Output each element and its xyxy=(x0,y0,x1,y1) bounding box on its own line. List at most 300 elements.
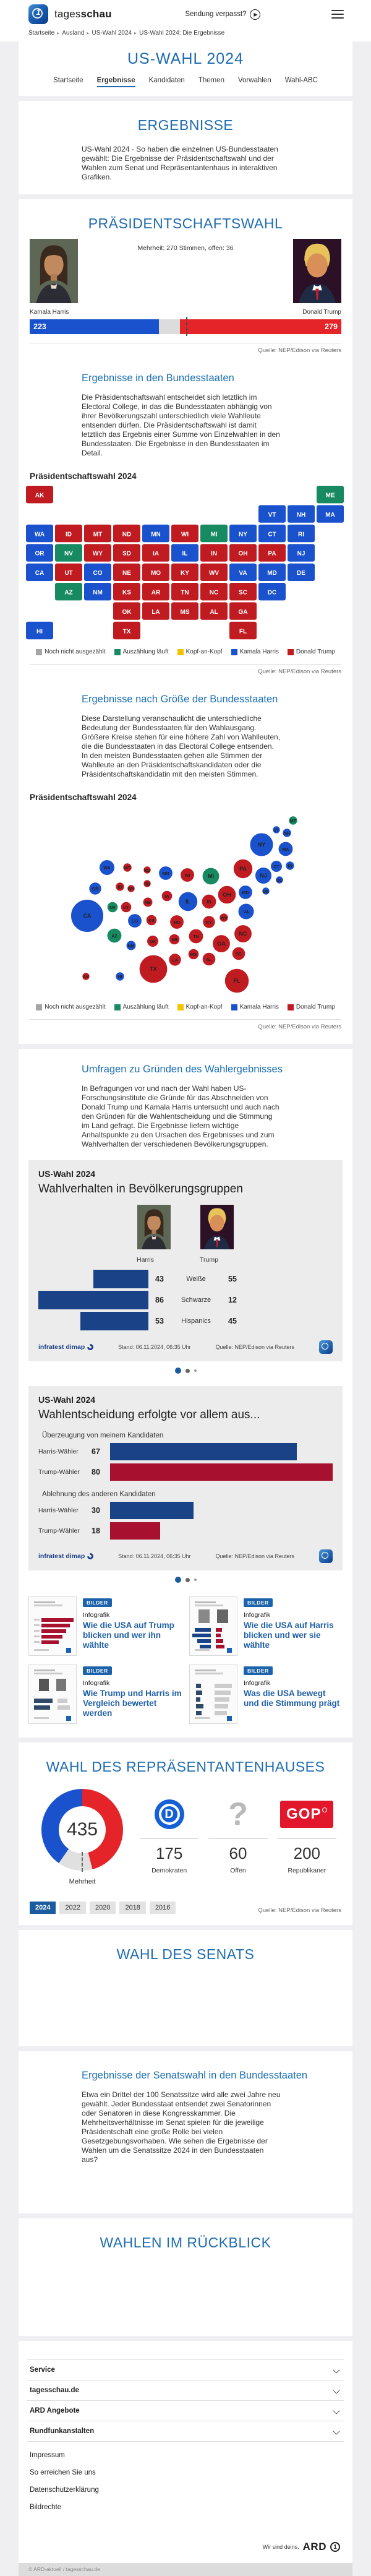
bubble-legend xyxy=(19,1004,352,1010)
legend-item xyxy=(231,1004,279,1010)
state-MT[interactable] xyxy=(84,525,111,542)
teaser-card[interactable] xyxy=(28,1596,182,1656)
ard-one-icon: 1 xyxy=(330,2542,340,2552)
svg-text:WV: WV xyxy=(220,916,228,921)
state-bubble-MN[interactable] xyxy=(159,866,173,881)
harris-name: Kamala Harris xyxy=(30,309,69,316)
state-bubble-NY[interactable] xyxy=(250,833,273,856)
svg-text:NE: NE xyxy=(122,570,131,577)
teaser-body xyxy=(83,1665,182,1724)
source-note: Quelle: NEP/Edison via Reuters xyxy=(215,1344,295,1350)
state-MI[interactable] xyxy=(200,525,228,542)
chevron-down-icon xyxy=(333,2387,339,2393)
svg-text:ME: ME xyxy=(289,819,297,824)
teaser-thumbnail xyxy=(28,1665,77,1724)
tab-vorwahlen[interactable]: Vorwahlen xyxy=(238,77,271,84)
source-note: Quelle: NEP/Edison via Reuters xyxy=(30,664,341,678)
state-MN[interactable] xyxy=(142,525,169,542)
accordion-label: Service xyxy=(30,2366,55,2374)
state-bubble-NH[interactable] xyxy=(283,829,291,837)
row-label: Harris-Wähler xyxy=(38,1448,79,1455)
state-NC[interactable] xyxy=(200,583,228,600)
state-HI[interactable] xyxy=(26,622,53,639)
svg-text:CO: CO xyxy=(131,920,139,924)
kamala-harris-photo xyxy=(137,1205,171,1252)
svg-text:MD: MD xyxy=(242,891,249,895)
teaser-badge: BILDER xyxy=(83,1666,112,1675)
demo-row-weiße xyxy=(38,1270,333,1288)
legend-swatch xyxy=(288,1004,294,1010)
state-bubble-AL[interactable] xyxy=(202,952,216,966)
svg-text:ND: ND xyxy=(143,869,151,873)
teaser-body xyxy=(244,1596,343,1656)
teaser-title[interactable]: Wie die USA auf Harris blicken und wer sie wählte xyxy=(244,1621,334,1650)
state-KY[interactable] xyxy=(171,564,198,581)
state-bubble-ND[interactable] xyxy=(143,866,151,874)
state-FL[interactable] xyxy=(229,622,257,639)
legend-item xyxy=(288,648,335,655)
harris-column xyxy=(30,238,78,316)
republicans-stat xyxy=(273,1795,341,1874)
legend-swatch xyxy=(114,1004,121,1010)
breadcrumb-item[interactable]: US-Wahl 2024 xyxy=(92,30,132,37)
state-WA[interactable] xyxy=(26,525,53,542)
bar-segment-dem: 223 xyxy=(30,319,159,334)
teaser-title[interactable]: Wie die USA auf Trump blicken und wer ihn wählte xyxy=(83,1621,174,1650)
state-IN[interactable] xyxy=(200,544,228,561)
state-bubble-WV[interactable] xyxy=(220,913,228,922)
state-bubble-NM[interactable] xyxy=(126,941,136,950)
chart-kicker: US-Wahl 2024 xyxy=(38,1169,96,1179)
svg-text:AR: AR xyxy=(171,938,178,942)
source-note: Quelle: NEP/Edison via Reuters xyxy=(30,1019,341,1033)
state-NV[interactable] xyxy=(55,544,82,561)
svg-text:NH: NH xyxy=(296,511,306,519)
state-bubble-IN[interactable] xyxy=(202,894,216,909)
state-NH[interactable] xyxy=(288,505,315,522)
state-bubble-FL[interactable] xyxy=(224,968,249,993)
state-bubble-SD[interactable] xyxy=(143,880,151,887)
democrats-label: Demokraten xyxy=(151,1867,187,1874)
row-bar xyxy=(110,1463,333,1481)
state-CO[interactable] xyxy=(84,564,111,581)
play-icon[interactable]: ▶ xyxy=(250,9,260,20)
state-ID[interactable] xyxy=(55,525,82,542)
svg-text:AZ: AZ xyxy=(64,589,73,597)
state-bubble-VT[interactable] xyxy=(273,826,280,834)
row-label: Harris-Wähler xyxy=(38,1507,79,1514)
svg-text:WY: WY xyxy=(92,550,103,558)
state-bubble-IA[interactable] xyxy=(161,890,173,902)
state-DE[interactable] xyxy=(288,564,315,581)
svg-text:RI: RI xyxy=(288,864,292,869)
svg-text:NC: NC xyxy=(239,931,247,937)
results-title: ERGEBNISSE xyxy=(137,117,234,133)
breadcrumb-item[interactable]: Startseite xyxy=(28,30,55,37)
teaser-thumbnail xyxy=(189,1596,237,1656)
svg-text:MO: MO xyxy=(173,921,181,925)
teaser-kicker: Infografik xyxy=(244,1611,271,1619)
senate-title: WAHL DES SENATS xyxy=(116,1946,255,1962)
svg-text:LA: LA xyxy=(172,958,178,963)
svg-text:IL: IL xyxy=(186,898,190,905)
svg-text:VT: VT xyxy=(273,829,279,833)
ard-claim-text: Wir sind deins. xyxy=(262,2544,299,2550)
carousel-dot-2[interactable] xyxy=(186,1369,190,1373)
category-label: Hispanics xyxy=(181,1317,211,1325)
svg-text:MI: MI xyxy=(210,531,218,538)
state-IA[interactable] xyxy=(142,544,169,561)
senate-results-text: Etwa ein Drittel der 100 Senatssitze wird alle zwei Jahre neu gewählt. Jeder Bundesstaat entsendet zwei Senatorinnen oder Senatoren in diese Kongresskammer. Die Mehrheitsverhältnisse im Senat spielen für die jeweilige Präsidentschaft eine große Rolle bei vielen Gesetzgebungsvorhaben. Wie sehen die Ergebnisse der Wahlen um die Senatssitze 2024 in den Bundesstaaten aus? xyxy=(82,2090,281,2164)
state-bubble-ID[interactable] xyxy=(116,882,124,891)
svg-text:SC: SC xyxy=(236,952,242,957)
state-MO[interactable] xyxy=(142,564,169,581)
state-bubble-MO[interactable] xyxy=(170,915,184,929)
svg-text:NH: NH xyxy=(283,832,291,836)
footer-accordion-tagesschaude[interactable] xyxy=(27,2380,344,2400)
svg-text:HI: HI xyxy=(117,975,122,980)
state-bubble-MD[interactable] xyxy=(239,885,253,900)
state-LA[interactable] xyxy=(142,602,169,619)
brand-wordmark[interactable]: tagesschau xyxy=(54,8,112,20)
svg-text:RI: RI xyxy=(298,531,304,538)
chevron-down-icon xyxy=(333,2366,339,2373)
state-bubble-LA[interactable] xyxy=(169,954,181,966)
open-seats: 60 xyxy=(208,1838,267,1863)
state-OK[interactable] xyxy=(113,602,140,619)
teaser-badge: BILDER xyxy=(244,1598,273,1607)
teaser-badge: BILDER xyxy=(83,1598,112,1607)
year-button-2016[interactable]: 2016 xyxy=(150,1902,176,1914)
trump-name: Donald Trump xyxy=(302,309,341,316)
open-stat xyxy=(203,1795,272,1874)
state-VT[interactable] xyxy=(258,505,286,522)
state-bubble-HI[interactable] xyxy=(116,972,124,981)
legend-swatch xyxy=(288,649,294,655)
year-button-2022[interactable]: 2022 xyxy=(59,1902,85,1914)
svg-text:IN: IN xyxy=(211,550,217,558)
state-bubble-CT[interactable] xyxy=(271,861,283,872)
state-MA[interactable] xyxy=(317,505,344,522)
svg-text:DE: DE xyxy=(263,890,269,894)
review-card xyxy=(19,2218,352,2336)
state-MS[interactable] xyxy=(171,602,198,619)
teaser-title[interactable]: Was die USA bewegt und die Stimmung prägt xyxy=(244,1689,340,1708)
state-IL[interactable] xyxy=(171,544,198,561)
state-bubble-TN[interactable] xyxy=(189,929,203,944)
presidential-card xyxy=(19,199,352,1044)
svg-text:UT: UT xyxy=(123,906,129,910)
tab-startseite[interactable]: Startseite xyxy=(53,77,83,84)
state-ND[interactable] xyxy=(113,525,140,542)
svg-text:VT: VT xyxy=(268,511,276,519)
teaser-card[interactable] xyxy=(189,1596,343,1656)
state-bubble-VA[interactable] xyxy=(238,903,254,920)
svg-text:FL: FL xyxy=(233,978,241,984)
state-VA[interactable] xyxy=(229,564,257,581)
polls-title: Umfragen zu Gründen des Wahlergebnisses xyxy=(82,1064,283,1075)
svg-text:MI: MI xyxy=(208,873,214,879)
svg-text:MA: MA xyxy=(325,511,335,519)
svg-text:TX: TX xyxy=(122,628,131,635)
state-NJ[interactable] xyxy=(288,544,315,561)
state-AL[interactable] xyxy=(200,602,228,619)
state-ME[interactable] xyxy=(317,486,344,503)
chevron-down-icon xyxy=(333,2407,339,2414)
state-bubble-MT[interactable] xyxy=(123,863,132,872)
state-MD[interactable] xyxy=(258,564,286,581)
state-WV[interactable] xyxy=(200,564,228,581)
teaser-card[interactable] xyxy=(28,1665,182,1724)
democrats-logo-icon: D xyxy=(155,1799,184,1829)
state-bubble-MI[interactable] xyxy=(202,868,220,885)
svg-text:ME: ME xyxy=(325,492,335,499)
state-NM[interactable] xyxy=(84,583,111,600)
svg-text:SC: SC xyxy=(239,589,247,597)
republicans-label: Republikaner xyxy=(288,1867,326,1874)
year-button-2020[interactable]: 2020 xyxy=(90,1902,116,1914)
state-bubble-DC[interactable] xyxy=(276,876,283,884)
state-OR[interactable] xyxy=(26,544,53,561)
bubble-map xyxy=(26,807,345,999)
state-bubble-WI[interactable] xyxy=(181,868,195,882)
category-label: Weiße xyxy=(186,1275,206,1283)
tab-ergebnisse[interactable]: Ergebnisse xyxy=(97,77,135,87)
legend-label: Kamala Harris xyxy=(239,648,279,655)
svg-text:SD: SD xyxy=(144,882,150,887)
svg-text:AK: AK xyxy=(35,492,45,499)
svg-text:IN: IN xyxy=(207,900,211,905)
state-AK[interactable] xyxy=(26,486,53,503)
trump-col-label: Trump xyxy=(200,1256,218,1264)
house-card xyxy=(19,1742,352,1925)
state-bubble-RI[interactable] xyxy=(286,861,294,870)
state-bubble-NC[interactable] xyxy=(234,925,252,943)
state-bubble-OH[interactable] xyxy=(218,885,236,904)
svg-text:MS: MS xyxy=(190,953,197,957)
state-OH[interactable] xyxy=(229,544,257,561)
stand-note: Stand: 06.11.2024, 06:35 Uhr xyxy=(118,1344,191,1350)
svg-text:CA: CA xyxy=(35,570,45,577)
svg-text:WY: WY xyxy=(127,887,135,892)
accordion-label: tagesschau.de xyxy=(30,2387,79,2394)
state-bubble-SC[interactable] xyxy=(232,947,245,960)
state-bubble-MA[interactable] xyxy=(278,842,293,856)
menu-icon[interactable] xyxy=(331,10,344,19)
open-label: Offen xyxy=(230,1867,246,1874)
svg-text:KS: KS xyxy=(148,919,155,923)
svg-text:PA: PA xyxy=(268,550,276,558)
state-PA[interactable] xyxy=(258,544,286,561)
breadcrumb-item[interactable]: Ausland xyxy=(62,30,85,37)
legend-item xyxy=(36,648,105,655)
chevron-down-icon xyxy=(333,2427,339,2434)
state-CT[interactable] xyxy=(258,525,286,542)
hero-card xyxy=(19,41,352,96)
year-button-2018[interactable]: 2018 xyxy=(119,1902,145,1914)
svg-text:DE: DE xyxy=(297,570,305,577)
svg-text:IA: IA xyxy=(164,895,169,899)
footer-accordion-service[interactable] xyxy=(27,2359,344,2380)
svg-text:IL: IL xyxy=(182,550,188,558)
state-TX[interactable] xyxy=(113,622,140,639)
svg-text:NM: NM xyxy=(127,944,135,949)
carousel-dot-1[interactable] xyxy=(175,1577,181,1583)
svg-text:DC: DC xyxy=(267,589,277,597)
state-WY[interactable] xyxy=(84,544,111,561)
svg-text:CT: CT xyxy=(273,865,279,869)
state-bubble-MS[interactable] xyxy=(188,949,199,960)
state-DC[interactable] xyxy=(258,583,286,600)
harris-bar xyxy=(38,1312,148,1330)
state-bubble-DE[interactable] xyxy=(262,887,270,895)
state-bubble-KS[interactable] xyxy=(146,915,157,926)
state-NE[interactable] xyxy=(113,564,140,581)
svg-text:MN: MN xyxy=(162,872,169,876)
state-bubble-AR[interactable] xyxy=(169,934,180,945)
year-button-2024[interactable]: 2024 xyxy=(30,1902,56,1914)
teaser-body xyxy=(244,1665,343,1724)
kamala-harris-photo xyxy=(30,238,78,307)
map-legend xyxy=(19,648,352,655)
legend-swatch xyxy=(177,1004,184,1010)
state-bubble-UT[interactable] xyxy=(121,902,132,913)
footer-link[interactable]: Bildrechte xyxy=(30,2504,62,2511)
carousel-dot-3[interactable] xyxy=(194,1369,197,1372)
row-bar xyxy=(110,1522,333,1540)
decision-group-label: Überzeugung von meinem Kandidaten xyxy=(42,1432,164,1439)
state-SC[interactable] xyxy=(229,583,257,600)
accordion-label: Rundfunkanstalten xyxy=(30,2427,95,2435)
row-label: Trump-Wähler xyxy=(38,1527,80,1535)
trump-value: 45 xyxy=(228,1317,237,1325)
footer-accordion-ardangebote[interactable] xyxy=(27,2400,344,2421)
carousel-dot-2[interactable] xyxy=(186,1578,190,1582)
missed-show-link[interactable] xyxy=(185,9,260,20)
teaser-card[interactable] xyxy=(189,1665,343,1724)
state-bubble-CA[interactable] xyxy=(71,900,104,933)
donald-trump-photo xyxy=(200,1205,234,1252)
footer-link[interactable]: Impressum xyxy=(30,2452,65,2459)
state-bubble-NJ[interactable] xyxy=(255,868,272,884)
senate-card xyxy=(19,1930,352,2046)
state-bubble-GA[interactable] xyxy=(213,935,231,953)
state-bubble-PA[interactable] xyxy=(233,859,252,878)
state-bubble-OR[interactable] xyxy=(89,882,101,895)
state-bubble-OK[interactable] xyxy=(147,936,159,947)
svg-text:AL: AL xyxy=(206,958,212,962)
bar-segment-rep: 279 xyxy=(180,319,341,334)
tab-wahl-abc[interactable]: Wahl-ABC xyxy=(284,77,318,84)
state-KS[interactable] xyxy=(113,583,140,600)
legend-swatch xyxy=(36,649,42,655)
legend-swatch xyxy=(231,1004,237,1010)
footer-link[interactable]: So erreichen Sie uns xyxy=(30,2469,96,2476)
trump-column xyxy=(293,238,341,316)
accordion-label: ARD Angebote xyxy=(30,2407,80,2414)
question-mark-icon: ? xyxy=(228,1796,248,1832)
state-CA[interactable] xyxy=(26,564,53,581)
tab-themen[interactable]: Themen xyxy=(198,77,224,84)
harris-bar xyxy=(38,1291,148,1309)
legend-label: Auszählung läuft xyxy=(122,648,169,655)
bubble-chart-label: Präsidentschaftswahl 2024 xyxy=(30,793,137,802)
state-SD[interactable] xyxy=(113,544,140,561)
state-bubble-NE[interactable] xyxy=(143,897,153,907)
svg-text:OK: OK xyxy=(122,608,132,616)
svg-text:KY: KY xyxy=(181,570,189,577)
legend-item xyxy=(288,1004,335,1010)
decision-row xyxy=(38,1502,333,1519)
house-donut-chart xyxy=(41,1789,123,1871)
copyright-bar: © ARD-aktuell / tagesschau.de xyxy=(19,2563,352,2576)
legend-label: Donald Trump xyxy=(296,648,335,655)
svg-text:AZ: AZ xyxy=(111,934,117,939)
row-bar xyxy=(110,1502,333,1519)
svg-text:GA: GA xyxy=(238,608,248,616)
state-RI[interactable] xyxy=(288,525,315,542)
demo-row-hispanics xyxy=(38,1312,333,1330)
state-bubble-WY[interactable] xyxy=(127,885,135,892)
source-note: Quelle: NEP/Edison via Reuters xyxy=(258,1907,341,1914)
state-WI[interactable] xyxy=(171,525,198,542)
state-bubble-AK[interactable] xyxy=(82,973,90,980)
state-UT[interactable] xyxy=(55,564,82,581)
tagesschau-logo-icon[interactable]: 1 xyxy=(28,4,48,24)
svg-text:OR: OR xyxy=(92,887,99,892)
svg-text:NV: NV xyxy=(64,550,73,558)
svg-text:OK: OK xyxy=(149,940,156,944)
footer-accordion-rundfunkanstalten[interactable] xyxy=(27,2421,344,2442)
svg-text:AR: AR xyxy=(151,589,161,597)
legend-item xyxy=(114,1004,169,1010)
svg-text:FL: FL xyxy=(239,628,247,635)
tab-kandidaten[interactable]: Kandidaten xyxy=(148,77,185,84)
decision-row xyxy=(38,1522,333,1540)
state-bubble-KY[interactable] xyxy=(203,916,215,928)
svg-text:CT: CT xyxy=(268,531,276,538)
state-AZ[interactable] xyxy=(55,583,82,600)
footer-link[interactable]: Datenschutzerklärung xyxy=(30,2486,99,2494)
polls-text: In Befragungen vor und nach der Wahl haben US-Forschungsinstitute die Gründe für das Abschneiden von Donald Trump und Kamala Harris untersucht und auch nach den Gründen für die Wahlentscheidung und die Stimmung im Land gefragt. Die Ergebnisse liefern wichtige Anhaltspunkte zu den Ursachen des Ergebnisses und zum Wahlverhalten der verschiedenen Bevölkerungsgruppen. xyxy=(82,1084,279,1148)
decision-row xyxy=(38,1443,333,1460)
carousel-dot-1[interactable] xyxy=(175,1368,181,1374)
state-NY[interactable] xyxy=(229,525,257,542)
state-AR[interactable] xyxy=(142,583,169,600)
state-bubble-CO[interactable] xyxy=(128,914,142,928)
state-bubble-IL[interactable] xyxy=(178,892,197,911)
state-bubble-TX[interactable] xyxy=(139,955,168,983)
state-bubble-AZ[interactable] xyxy=(107,928,122,943)
svg-text:VA: VA xyxy=(243,910,249,915)
svg-text:AL: AL xyxy=(210,608,218,616)
state-GA[interactable] xyxy=(229,602,257,619)
state-bubble-WA[interactable] xyxy=(100,860,115,876)
state-TN[interactable] xyxy=(171,583,198,600)
carousel-dot-3[interactable] xyxy=(194,1579,197,1581)
chart-title: Wahlentscheidung erfolgte vor allem aus... xyxy=(38,1408,260,1421)
carousel-dots xyxy=(19,1361,352,1375)
state-bubble-ME[interactable] xyxy=(289,816,297,825)
teaser-title[interactable]: Wie Trump und Harris im Vergleich bewertet werden xyxy=(83,1689,182,1718)
state-bubble-NV[interactable] xyxy=(107,902,118,913)
legend-item xyxy=(36,1004,105,1010)
svg-text:KS: KS xyxy=(122,589,131,597)
breadcrumb-item[interactable]: US-Wahl 2024: Die Ergebnisse xyxy=(139,30,225,37)
breadcrumb-separator: ▸ xyxy=(57,30,60,36)
svg-text:NJ: NJ xyxy=(260,872,267,879)
presidential-title: PRÄSIDENTSCHAFTSWAHL xyxy=(88,215,283,231)
